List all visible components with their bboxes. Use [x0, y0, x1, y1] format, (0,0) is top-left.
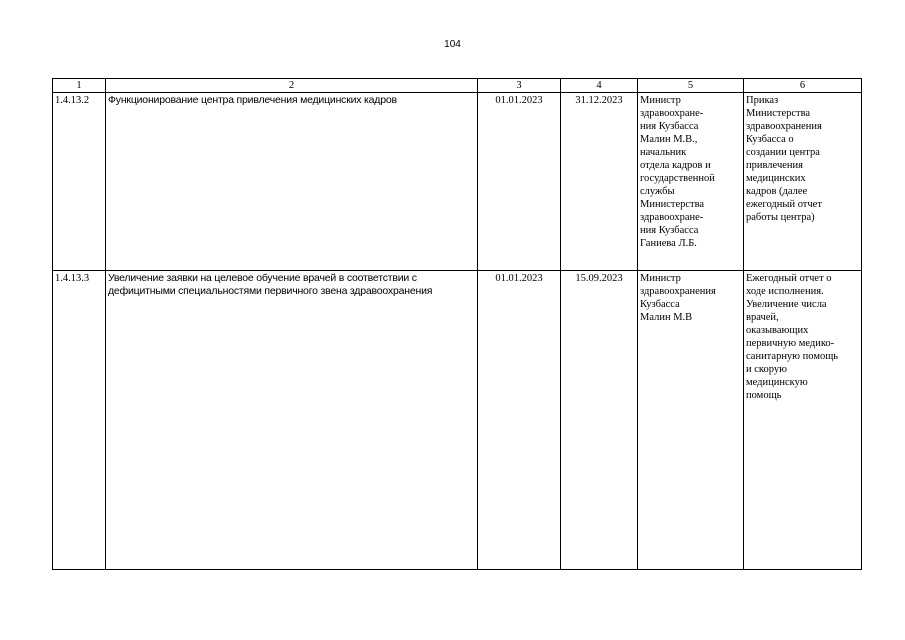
row-end-date: 15.09.2023	[561, 271, 638, 570]
table-row	[53, 93, 862, 271]
responsible-line: Министерства	[640, 199, 705, 210]
responsible-line: государственной	[640, 173, 715, 184]
responsible-line: Кузбасса	[640, 299, 680, 310]
responsible-line: Министр	[640, 273, 681, 284]
result-line: Увеличение числа	[746, 299, 827, 310]
result-line: Министерства	[746, 108, 811, 119]
result-line: медицинскую	[746, 377, 808, 388]
result-line: Ежегодный отчет о	[746, 273, 832, 284]
responsible-line: Ганиева Л.Б.	[640, 238, 697, 249]
result-line: ходе исполнения.	[746, 286, 824, 297]
result-line: работы центра)	[746, 212, 815, 223]
row-result	[744, 93, 862, 271]
responsible-line: здравоохране-	[640, 212, 704, 223]
result-line: привлечения	[746, 160, 803, 171]
row-responsible	[638, 271, 744, 570]
activity-table	[52, 78, 862, 570]
responsible-line: отдела кадров и	[640, 160, 711, 171]
row-code: 1.4.13.2	[53, 93, 106, 271]
row-activity-name: Функционирование центра привлечения медицинских кадров	[106, 93, 478, 271]
row-responsible	[638, 93, 744, 271]
responsible-line: начальник	[640, 147, 687, 158]
column-header-5: 5	[638, 79, 744, 93]
column-header-2: 2	[106, 79, 478, 93]
result-line: оказывающих	[746, 325, 809, 336]
result-line: помощь	[746, 390, 782, 401]
row-activity-name: Увеличение заявки на целевое обучение врачей в соответствии с дефицитными специальностями первичного звена здравоохранения	[106, 271, 478, 570]
row-start-date: 01.01.2023	[478, 93, 561, 271]
result-line: создании центра	[746, 147, 820, 158]
table-row	[53, 271, 862, 570]
responsible-line: здравоохране-	[640, 108, 704, 119]
row-result	[744, 271, 862, 570]
result-line: ежегодный отчет	[746, 199, 822, 210]
result-line: кадров (далее	[746, 186, 808, 197]
result-line: Приказ	[746, 95, 779, 106]
row-end-date: 31.12.2023	[561, 93, 638, 271]
responsible-line: ния Кузбасса	[640, 121, 699, 132]
row-start-date: 01.01.2023	[478, 271, 561, 570]
page-number: 104	[444, 39, 461, 50]
result-line: медицинских	[746, 173, 806, 184]
table-header-row	[53, 79, 862, 93]
responsible-line: Малин М.В	[640, 312, 693, 323]
result-line: и скорую	[746, 364, 787, 375]
column-header-6: 6	[744, 79, 862, 93]
row-code: 1.4.13.3	[53, 271, 106, 570]
result-line: здравоохранения	[746, 121, 822, 132]
result-line: санитарную помощь	[746, 351, 839, 362]
column-header-4: 4	[561, 79, 638, 93]
responsible-line: Малин М.В.,	[640, 134, 698, 145]
column-header-1: 1	[53, 79, 106, 93]
result-line: врачей,	[746, 312, 779, 323]
responsible-line: Министр	[640, 95, 681, 106]
responsible-line: здравоохранения	[640, 286, 716, 297]
column-header-3: 3	[478, 79, 561, 93]
result-line: Кузбасса о	[746, 134, 794, 145]
responsible-line: ния Кузбасса	[640, 225, 699, 236]
responsible-line: службы	[640, 186, 675, 197]
result-line: первичную медико-	[746, 338, 835, 349]
